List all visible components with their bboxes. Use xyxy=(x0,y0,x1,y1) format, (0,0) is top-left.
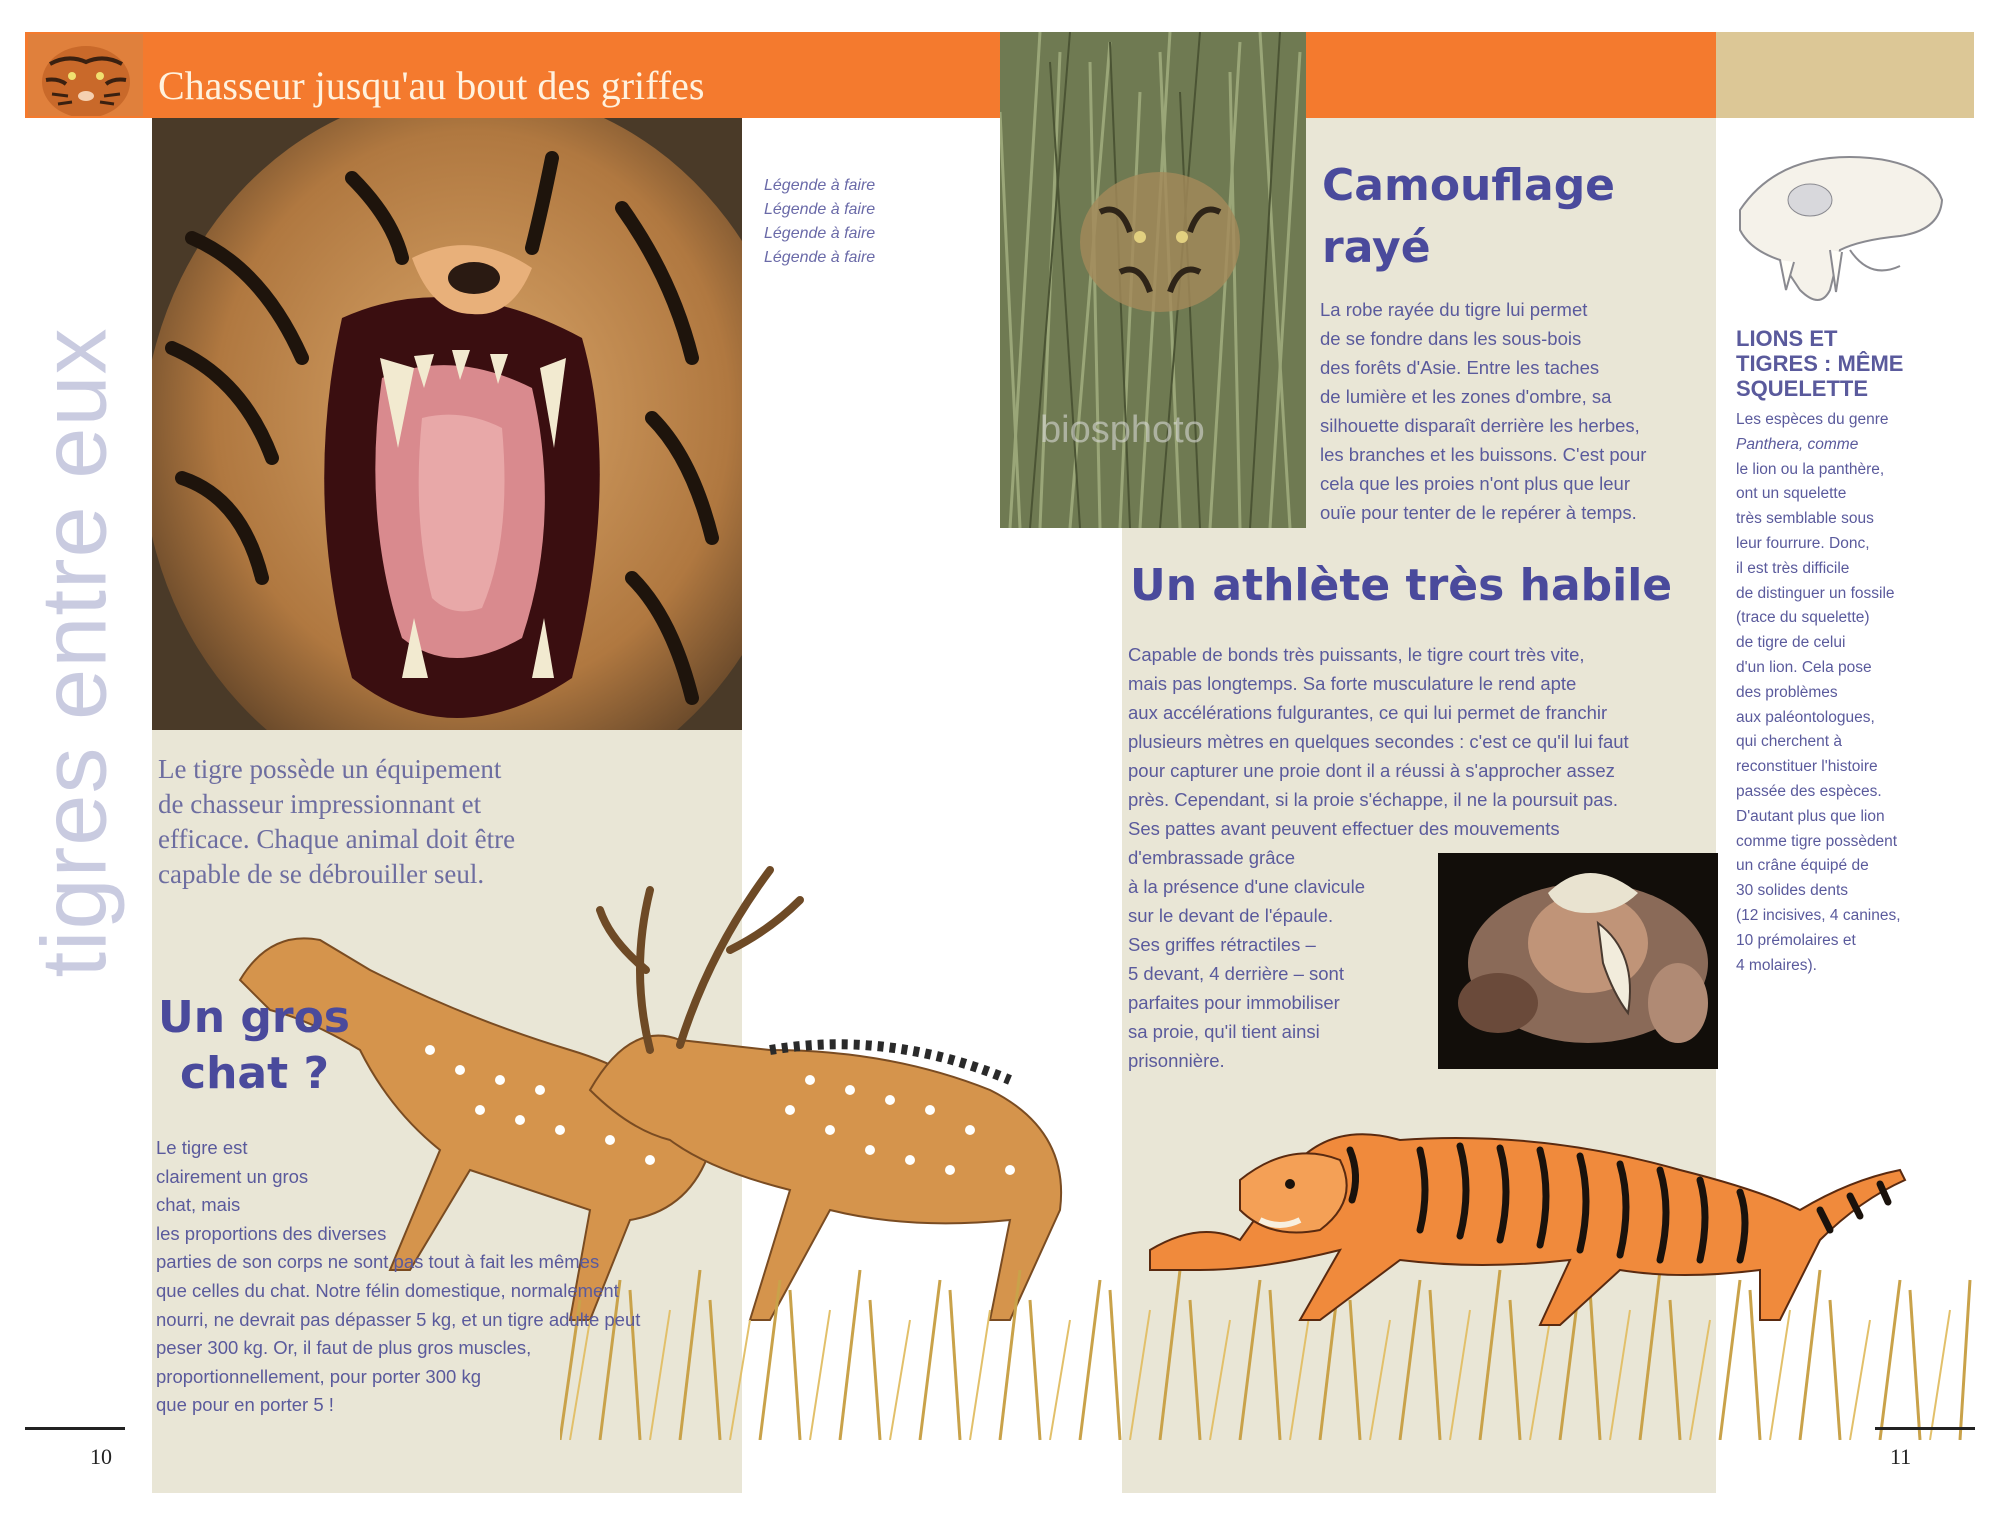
running-tiger-illustration xyxy=(1120,1080,1920,1340)
body-line: prisonnière. xyxy=(1128,1050,1225,1071)
sidebar-line: très semblable sous xyxy=(1736,510,1874,528)
section-heading-gros-chat xyxy=(158,990,350,1102)
body-line: les branches et les buissons. C'est pour xyxy=(1320,444,1647,465)
body-line: parties de son corps ne sont pas tout à fait les mêmes xyxy=(156,1251,600,1273)
body-line: plusieurs mètres en quelques secondes : c'est ce qu'il lui faut xyxy=(1128,731,1629,752)
body-line: proportionnellement, pour porter 300 kg xyxy=(156,1365,481,1387)
heading-line: Camouflage xyxy=(1322,160,1616,211)
sidebar-line: il est très difficile xyxy=(1736,559,1850,577)
sidebar-line: 30 solides dents xyxy=(1736,882,1849,900)
sidebar-title xyxy=(1736,326,1903,401)
caption-line: Légende à faire xyxy=(764,201,876,218)
body-line: Le tigre est xyxy=(156,1137,248,1158)
body-line: clairement un gros xyxy=(156,1165,309,1187)
body-line: aux accélérations fulgurantes, ce qui lui permet de franchir xyxy=(1128,702,1608,723)
roaring-tiger-photo xyxy=(152,118,742,730)
body-line: 5 devant, 4 derrière – sont xyxy=(1128,963,1344,984)
body-line: d'embrassade grâce xyxy=(1128,847,1296,868)
chapter-banner-right xyxy=(1306,32,1716,118)
sidebar-line: (trace du squelette) xyxy=(1736,609,1870,627)
body-line: pour capturer une proie dont il a réussi à s'approcher assez xyxy=(1128,760,1615,781)
body-line: près. Cependant, si la proie s'échappe, il ne la poursuit pas. xyxy=(1128,789,1618,810)
sidebar-line: un crâne équipé de xyxy=(1736,857,1869,875)
intro-line: efficace. Chaque animal doit être xyxy=(158,824,516,854)
sidebar-line: aux paléontologues, xyxy=(1736,708,1875,726)
sidebar-line: qui cherchent à xyxy=(1736,733,1842,751)
skull-illustration xyxy=(1720,140,1950,320)
page-number-left: 10 xyxy=(90,1444,112,1469)
sidebar-body xyxy=(1736,408,1901,978)
body-line: chat, mais xyxy=(156,1194,241,1216)
section-body-gros-chat xyxy=(156,1134,640,1420)
sidebar-line: Les espèces du genre xyxy=(1736,411,1889,428)
caption-line: Légende à faire xyxy=(764,177,876,194)
sidebar-line: ont un squelette xyxy=(1736,485,1847,503)
body-line: mais pas longtemps. Sa forte musculature le rend apte xyxy=(1128,673,1577,694)
footer-rule-left xyxy=(25,1427,125,1430)
body-line: parfaites pour immobiliser xyxy=(1128,992,1340,1013)
body-line: des forêts d'Asie. Entre les taches xyxy=(1320,357,1600,378)
heading-line: chat ? xyxy=(180,1048,329,1099)
sidebar-line: Panthera, comme xyxy=(1736,435,1859,453)
intro-line: de chasseur impressionnant et xyxy=(158,789,482,819)
tiger-head-icon xyxy=(28,34,143,116)
body-line: Ses griffes rétractiles – xyxy=(1128,934,1316,955)
heading-line: rayé xyxy=(1322,222,1431,273)
section-body-athlete xyxy=(1128,640,1629,1075)
sidebar-title-line: LIONS ET xyxy=(1736,326,1838,351)
photo-caption xyxy=(764,174,924,270)
body-line: Ses pattes avant peuvent effectuer des mouvements xyxy=(1128,818,1560,839)
sidebar-line: 4 molaires). xyxy=(1736,956,1817,974)
body-line: La robe rayée du tigre lui permet xyxy=(1320,299,1588,320)
section-heading-camouflage xyxy=(1322,155,1615,279)
body-line: que celles du chat. Notre félin domestique, normalement xyxy=(156,1279,619,1301)
sidebar-line: de distinguer un fossile xyxy=(1736,584,1895,602)
body-line: sa proie, qu'il tient ainsi xyxy=(1128,1021,1320,1042)
sidebar-line: de tigre de celui xyxy=(1736,634,1846,652)
body-line: Capable de bonds très puissants, le tigre court très vite, xyxy=(1128,644,1585,665)
sidebar-line: le lion ou la panthère, xyxy=(1736,460,1885,478)
body-line: à la présence d'une clavicule xyxy=(1128,876,1365,897)
body-line: ouïe pour tenter de le repérer à temps. xyxy=(1320,502,1637,523)
sidebar-title-line: TIGRES : MÊME xyxy=(1736,351,1904,376)
sidebar-line: leur fourrure. Donc, xyxy=(1736,534,1870,552)
sidebar-line: d'un lion. Cela pose xyxy=(1736,658,1872,676)
sidebar-line: comme tigre possèdent xyxy=(1736,832,1898,850)
sidebar-line: des problèmes xyxy=(1736,683,1838,701)
footer-rule-right xyxy=(1875,1427,1975,1430)
body-line: de lumière et les zones d'ombre, sa xyxy=(1320,386,1612,407)
section-heading-athlete: Un athlète très habile xyxy=(1130,560,1673,611)
page-number-right: 11 xyxy=(1890,1444,1912,1469)
caption-line: Légende à faire xyxy=(764,225,876,242)
sidebar-title-line: SQUELETTE xyxy=(1736,376,1869,401)
body-line: sur le devant de l'épaule. xyxy=(1128,905,1334,926)
chapter-title: Chasseur jusqu'au bout des griffes xyxy=(158,63,705,108)
heading-line: Un gros xyxy=(158,992,350,1043)
side-title: tigres entre eux xyxy=(23,327,126,978)
intro-line: capable de se débrouiller seul. xyxy=(158,859,485,889)
body-line: que pour en porter 5 ! xyxy=(156,1394,334,1416)
body-line: les proportions des diverses xyxy=(156,1222,387,1244)
body-line: cela que les proies n'ont plus que leur xyxy=(1320,473,1631,494)
sidebar-line: (12 incisives, 4 canines, xyxy=(1736,906,1901,924)
body-line: silhouette disparaît derrière les herbes, xyxy=(1320,415,1640,436)
body-line: nourri, ne devrait pas dépasser 5 kg, et un tigre adulte peut xyxy=(156,1308,641,1330)
sidebar-line: D'autant plus que lion xyxy=(1736,807,1885,825)
section-body-camouflage xyxy=(1320,295,1646,527)
sidebar-line: 10 prémolaires et xyxy=(1736,931,1856,949)
photo-watermark: biosphoto xyxy=(1040,409,1205,451)
caption-line: Légende à faire xyxy=(764,249,876,266)
sidebar-header-band xyxy=(1716,32,1974,118)
intro-line: Le tigre possède un équipement xyxy=(158,754,502,784)
sidebar-line: passée des espèces. xyxy=(1736,782,1882,800)
camouflaged-tiger-photo xyxy=(1000,32,1306,528)
sidebar-line: reconstituer l'histoire xyxy=(1736,758,1878,776)
body-line: peser 300 kg. Or, il faut de plus gros muscles, xyxy=(156,1337,532,1359)
body-line: de se fondre dans les sous-bois xyxy=(1320,328,1582,349)
